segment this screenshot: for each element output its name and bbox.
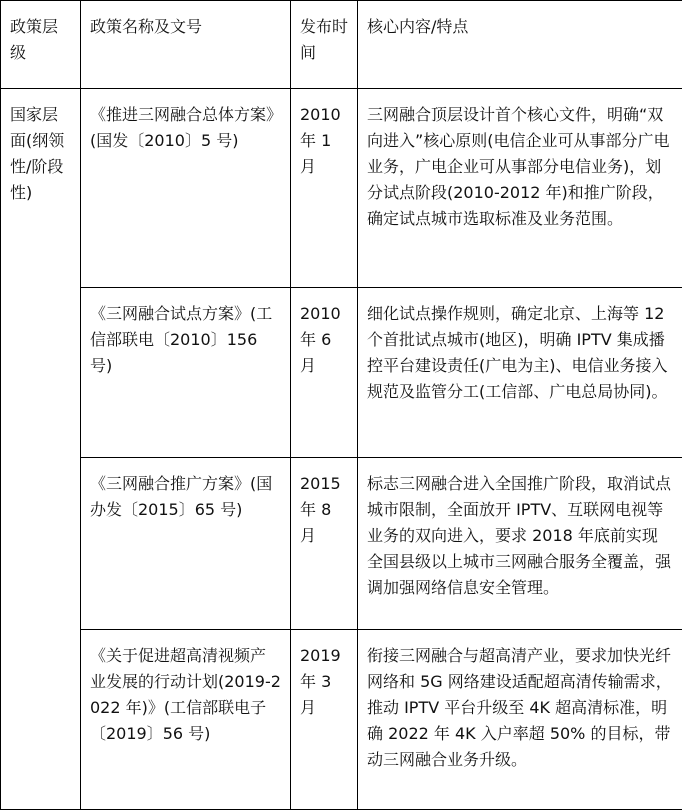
publish-date-cell: 2015 年 8 月: [291, 458, 358, 630]
publish-date-cell: 2010 年 1 月: [291, 89, 358, 288]
table-row: [1, 288, 682, 458]
core-content-cell: 衔接三网融合与超高清产业，要求加快光纤网络和 5G 网络建设适配超高清传输需求，推动 IPTV 平台升级至 4K 超高清标准，明确 2022 年 4K 入户率超 50% 的目标，带动三网融合业务升级。: [358, 630, 682, 810]
publish-date-cell: 2010 年 6 月: [291, 288, 358, 458]
core-content-cell: 细化试点操作规则，确定北京、上海等 12 个首批试点城市(地区)，明确 IPTV 集成播控平台建设责任(广电为主)、电信业务接入规范及监管分工(工信部、广电总局协同)。: [358, 288, 682, 458]
header-row: [1, 1, 682, 89]
table-row: [1, 630, 682, 810]
table-row: [1, 89, 682, 288]
policy-name-cell: 《关于促进超高清视频产业发展的行动计划(2019-2022 年)》(工信部联电子〔2019〕56 号): [81, 630, 291, 810]
table-body: [1, 89, 682, 810]
publish-date-cell: 2019 年 3 月: [291, 630, 358, 810]
policy-name-cell: 《三网融合推广方案》(国办发〔2015〕65 号): [81, 458, 291, 630]
header-policy-name: 政策名称及文号: [81, 1, 291, 89]
header-publish-date: 发布时间: [291, 1, 358, 89]
header-policy-level: 政策层级: [1, 1, 81, 89]
core-content-cell: 标志三网融合进入全国推广阶段，取消试点城市限制，全面放开 IPTV、互联网电视等业务的双向进入，要求 2018 年底前实现全国县级以上城市三网融合服务全覆盖，强调加强网络信息安全管理。: [358, 458, 682, 630]
policy-name-cell: 《推进三网融合总体方案》(国发〔2010〕5 号): [81, 89, 291, 288]
table-header: [1, 1, 682, 89]
policy-level-cell: 国家层面(纲领性/阶段性): [1, 89, 81, 810]
table-row: [1, 458, 682, 630]
core-content-cell: 三网融合顶层设计首个核心文件，明确“双向进入”核心原则(电信企业可从事部分广电业务，广电企业可从事部分电信业务)，划分试点阶段(2010-2012 年)和推广阶段，确定试点城市选取标准及业务范围。: [358, 89, 682, 288]
header-core-content: 核心内容/特点: [358, 1, 682, 89]
policy-name-cell: 《三网融合试点方案》(工信部联电〔2010〕156 号): [81, 288, 291, 458]
